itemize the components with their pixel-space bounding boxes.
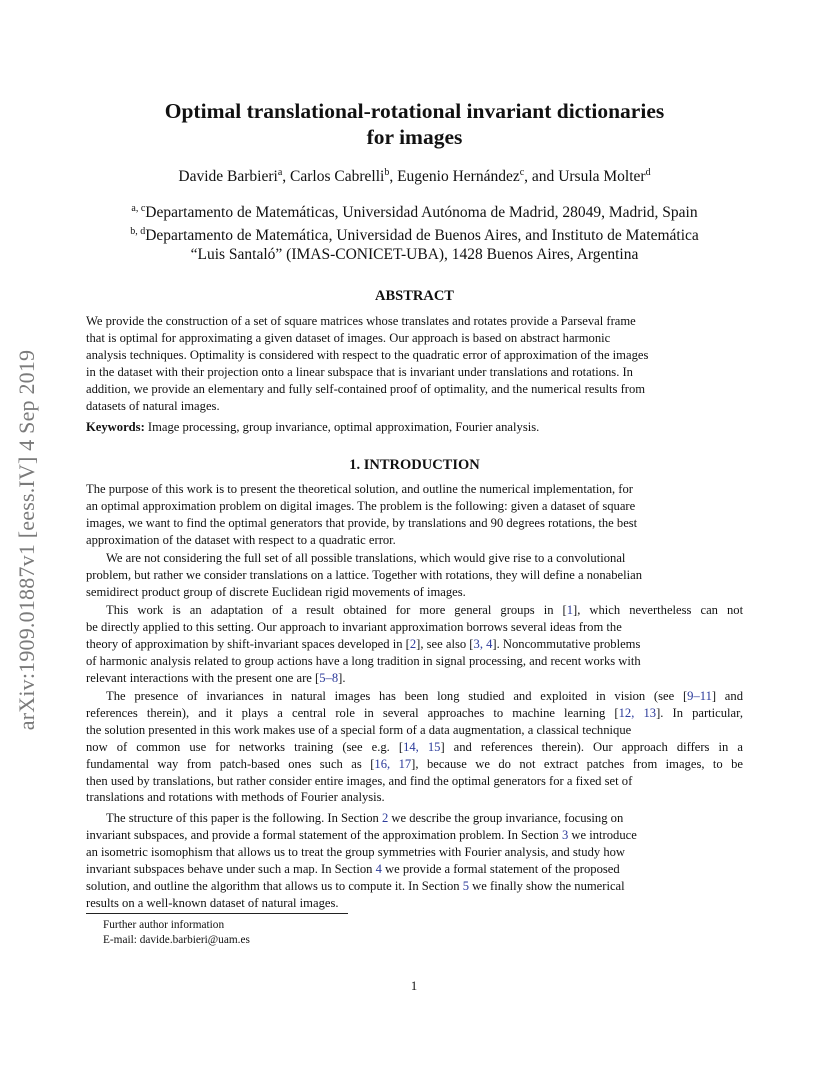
text-line [86,739,743,756]
text-run: The presence of invariances in natural images has been long studied and exploited in vision (see [ [106,689,688,703]
text-run: fundamental way from patch-based ones such as [ [86,756,375,771]
paper-title [86,98,743,150]
author-superscript: d [645,167,651,178]
text-run: ], because we do not extract patches from images, to be [411,756,744,771]
text-run: ]. [338,670,346,685]
text-line [86,895,743,912]
text-run: we provide a formal statement of the proposed [381,861,620,876]
text-run: of harmonic analysis related to group actions have a long tradition in signal processing, and recent works with [86,653,641,668]
affiliation-text: “Luis Santaló” (IMAS-CONICET-UBA), 1428 Buenos Aires, Argentina [190,246,639,264]
footnote-rule [86,913,348,914]
text-run: we introduce [568,827,637,842]
citation-link: 3, 4 [473,636,493,651]
text-run: problem, but rather we consider translations on a lattice. Together with rotations, they will define a nonabelian [86,567,642,582]
text-run: The structure of this paper is the following. In Section [106,811,382,825]
citation-link: 5–8 [319,670,339,685]
text-run: solution, and outline the algorithm that allows us to compute it. In Section [86,878,463,893]
text-run: references therein), and it plays a central role in several approaches to machine learning [ [86,705,619,720]
author-separator: , [389,168,398,186]
text-line [86,773,743,790]
text-run: relevant interactions with the present one are [ [86,670,320,685]
affiliations [86,199,743,264]
text-run: ], see also [ [416,636,474,651]
text-run: ] and references therein). Our approach differs in a [440,739,743,754]
footnote [103,918,250,948]
text-line [86,619,743,636]
text-run: theory of approximation by shift-invariant spaces developed in [ [86,636,410,651]
text-line [86,844,743,861]
intro-paragraph [86,602,743,687]
text-line [86,688,743,705]
abstract-line: addition, we provide an elementary and fully self-contained proof of optimality, and the numerical results from [86,381,646,396]
intro-paragraph [86,550,743,601]
title-line: for images [366,125,463,149]
footnote-email: E-mail: davide.barbieri@uam.es [103,934,250,946]
text-line [86,789,743,806]
author-name: Davide Barbieri [178,168,278,186]
text-run: an optimal approximation problem on digital images. The problem is the following: given a dataset of square [86,498,636,513]
author-name: Carlos Cabrelli [290,168,385,186]
abstract-line: datasets of natural images. [86,398,220,413]
citation-link: 1 [566,603,574,617]
text-line [86,498,743,515]
author-list [86,167,743,186]
affiliation-line [86,245,743,264]
affiliation-text: Departamento de Matemáticas, Universidad Autónoma de Madrid, 28049, Madrid, Spain [145,204,698,222]
citation-link: 2 [381,811,389,825]
arxiv-identifier: arXiv:1909.01887v1 [eess.IV] 4 Sep 2019 [14,349,39,731]
text-run: We are not considering the full set of all possible translations, which would give rise to a convolutional [106,551,626,565]
text-line [86,810,743,827]
abstract-line: We provide the construction of a set of square matrices whose translates and rotates provide a Parseval frame [86,314,636,328]
text-line [86,567,743,584]
keywords-label: Keywords: [86,420,145,434]
text-line [86,653,743,670]
author-separator: , and [524,168,559,186]
title-line: Optimal translational-rotational invariant dictionaries [164,99,665,123]
citation-link: 5 [462,878,470,893]
abstract-line: in the dataset with their projection onto a linear subspace that is invariant under translations and rotations. In [86,364,633,379]
arxiv-side-stamp [7,300,47,780]
text-line [86,861,743,878]
text-line [86,481,743,498]
text-line [86,584,743,601]
author-separator: , [282,168,291,186]
introduction-heading: 1. INTRODUCTION [349,457,480,473]
affiliation-line [86,222,743,245]
abstract-body [86,313,743,414]
intro-paragraph [86,810,743,911]
text-run: invariant subspaces behave under such a map. In Section [86,861,376,876]
citation-link: 16, 17 [374,756,412,771]
keywords-text: Image processing, group invariance, optimal approximation, Fourier analysis. [144,420,540,434]
text-run: images, we want to find the optimal generators that provide, by translations and 90 degrees rotations, the best [86,515,638,530]
author-superscript: a [277,167,283,178]
text-line [86,602,743,619]
citation-link: 14, 15 [403,739,441,754]
affiliation-text: Departamento de Matemática, Universidad de Buenos Aires, and Instituto de Matemática [145,227,699,245]
text-line [86,827,743,844]
text-line [86,515,743,532]
author-name: Eugenio Hernández [397,168,520,186]
intro-paragraph [86,688,743,806]
text-line [86,670,743,687]
text-run: translations and rotations with methods of Fourier analysis. [86,790,385,805]
text-line [86,532,743,549]
text-run: we describe the group invariance, focusing on [388,811,624,825]
text-run: semidirect product group of discrete Euclidean rigid movements of images. [86,584,466,599]
text-line [86,722,743,739]
text-line [86,705,743,722]
citation-link: 2 [409,636,417,651]
text-line [86,878,743,895]
affiliation-superscript: b, d [130,226,146,238]
text-run: approximation of the dataset with respect to a quadratic error. [86,532,396,547]
text-run: ], which nevertheless can not [573,603,744,617]
abstract-line: that is optimal for approximating a given dataset of images. Our approach is based on abstract harmonic [86,330,611,345]
text-run: ] and [711,689,743,703]
intro-paragraph [86,481,743,549]
text-run: ]. In particular, [656,705,743,720]
text-run: be directly applied to this setting. Our approach to invariant approximation borrows several ideas from the [86,619,622,634]
abstract-line: analysis techniques. Optimality is considered with respect to the quadratic error of approximation of the images [86,347,649,362]
text-run: we finally show the numerical [469,878,625,893]
affiliation-line [86,199,743,222]
text-line [86,636,743,653]
text-run: the solution presented in this work makes use of a special form of a data augmentation, a classical technique [86,722,632,737]
citation-link: 3 [561,827,569,842]
affiliation-superscript: a, c [131,203,146,214]
text-run: The purpose of this work is to present the theoretical solution, and outline the numerical implementation, for [86,482,633,496]
text-line [86,756,743,773]
footnote-line: Further author information [103,919,225,931]
text-line [86,550,743,567]
page-number: 1 [410,979,418,993]
text-run: then used by translations, but rather consider entire images, and find the optimal generators for a fixed set of [86,773,633,788]
text-run: an isometric isomophism that allows us to treat the group symmetries with Fourier analysis, and study how [86,844,626,859]
author-name: Ursula Molter [558,168,646,186]
text-run: This work is an adaptation of a result obtained for more general groups in [ [106,603,567,617]
citation-link: 9–11 [687,689,712,703]
text-run: ]. Noncommutative problems [492,636,641,651]
abstract-heading: ABSTRACT [375,288,454,304]
citation-link: 12, 13 [618,705,657,720]
text-run: invariant subspaces, and provide a formal statement of the approximation problem. In Section [86,827,562,842]
author-superscript: b [384,167,390,178]
text-run: results on a well-known dataset of natural images. [86,895,339,910]
keywords-line [86,419,743,436]
citation-link: 4 [375,861,382,876]
author-superscript: c [519,167,525,178]
text-run: now of common use for networks training (see e.g. [ [86,739,404,754]
